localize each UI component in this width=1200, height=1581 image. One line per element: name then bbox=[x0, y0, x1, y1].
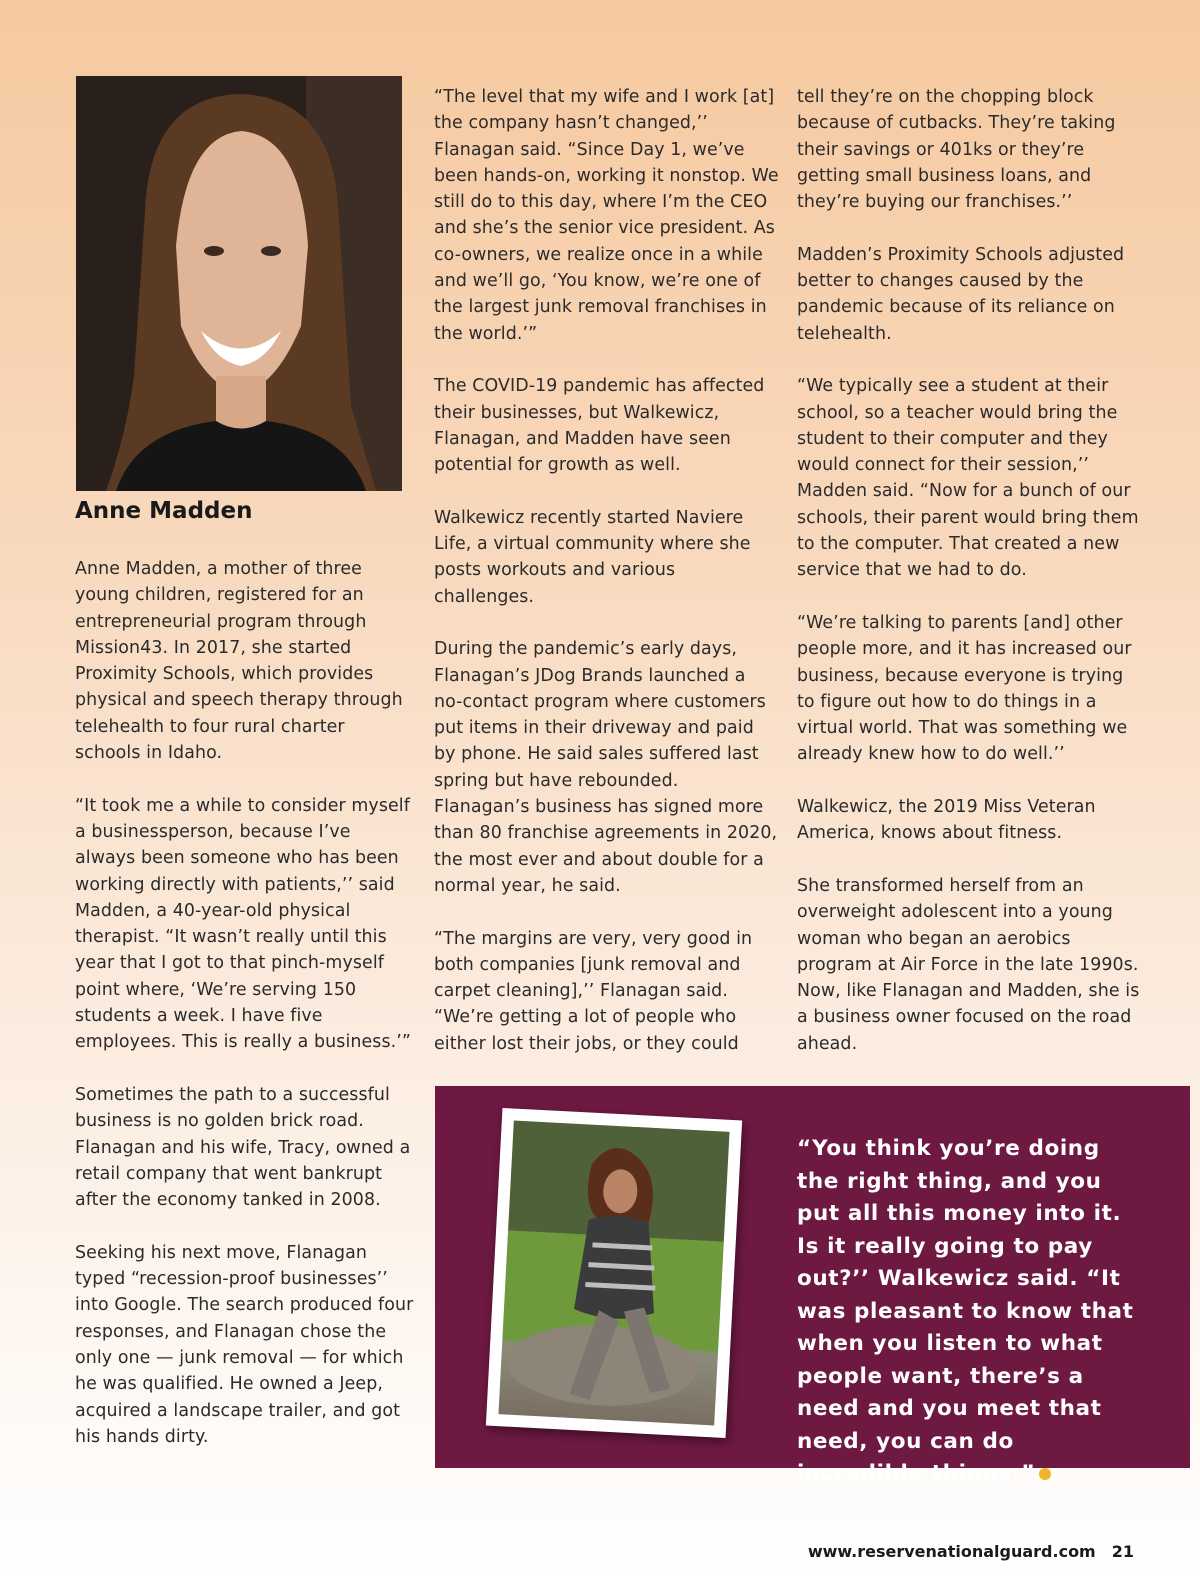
page-number: 21 bbox=[1111, 1542, 1134, 1561]
paragraph: tell they’re on the chopping block because of cutbacks. They’re taking their savings or 401ks or they’re getting small business loans, and they’re buying our franchises.’’ bbox=[797, 87, 1116, 213]
paragraph: “The level that my wife and I work [at] the company hasn’t changed,’’ Flanagan said. “Since Day 1, we’ve been hands-on, working it nonstop. We still do to this day, where I’m the CEO and she’s the senior vice president. As co-owners, we realize once in a while and we’ll go, ‘You know, we’re one of the largest junk removal franchises in the world.’” bbox=[434, 87, 779, 344]
column-1 bbox=[75, 556, 415, 1476]
pull-quote-text: “You think you’re doing the right thing, and you put all this money into it. Is it really going to pay out?’’ Walkewicz said. “It was pleasant to know that when you listen to what people want, there’s a need and you meet that need, you can do incredible things.” bbox=[797, 1136, 1134, 1486]
paragraph: Madden’s Proximity Schools adjusted better to changes caused by the pandemic because of its reliance on telehealth. bbox=[797, 244, 1125, 344]
column-2 bbox=[434, 84, 779, 1083]
page-footer bbox=[808, 1542, 1134, 1561]
walkewicz-photo bbox=[486, 1108, 742, 1438]
anne-madden-photo bbox=[76, 76, 402, 491]
paragraph: Seeking his next move, Flanagan typed “recession-proof businesses’’ into Google. The search produced four responses, and Flanagan chose the only one — junk removal — for which he was qualified. He owned a Jeep, acquired a landscape trailer, and got his hands dirty. bbox=[75, 1242, 414, 1447]
paragraph: Walkewicz recently started Naviere Life, a virtual community where she posts workouts and various challenges. bbox=[434, 507, 751, 607]
profile-name: Anne Madden bbox=[75, 498, 253, 524]
paragraph: “It took me a while to consider myself a businessperson, because I’ve always been someone who has been working directly with patients,’’ said Madden, a 40-year-old physical therapist. “It wasn’t really until this year that I got to that pinch-myself point where, ‘We’re serving 150 students a week. I have five employees. This is really a business.’” bbox=[75, 795, 411, 1053]
end-mark-icon bbox=[1039, 1468, 1051, 1480]
pull-quote bbox=[797, 1133, 1147, 1491]
footer-url: www.reservenationalguard.com bbox=[807, 1542, 1096, 1561]
paragraph: “We’re talking to parents [and] other people more, and it has increased our business, because everyone is trying to figure out how to do things in a virtual world. That was something we already knew how to do well.’’ bbox=[797, 612, 1132, 765]
paragraph: “The margins are very, very good in both companies [junk removal and carpet cleaning],’’ Flanagan said. “We’re getting a lot of people who either lost their jobs, or they could bbox=[434, 928, 753, 1054]
woman-sitting-illustration bbox=[498, 1121, 729, 1426]
portrait-illustration bbox=[76, 76, 402, 491]
photo-scene bbox=[498, 1121, 729, 1426]
paragraph: Walkewicz, the 2019 Miss Veteran America, knows about fitness. bbox=[797, 797, 1096, 844]
paragraph: During the pandemic’s early days, Flanagan’s JDog Brands launched a no-contact program where customers put items in their driveway and paid by phone. He said sales suffered last spring but have rebounded. Flanagan’s business has signed more than 80 franchise agreements in 2020, the most ever and about double for a normal year, he said. bbox=[434, 639, 778, 896]
paragraph: She transformed herself from an overweight adolescent into a young woman who began an aerobics program at Air Force in the late 1990s. Now, like Flanagan and Madden, she is a business owner focused on the road ahead. bbox=[797, 875, 1140, 1054]
column-3 bbox=[797, 84, 1142, 1083]
paragraph: Anne Madden, a mother of three young children, registered for an entrepreneurial program through Mission43. In 2017, she started Proximity Schools, which provides physical and speech therapy through telehealth to four rural charter schools in Idaho. bbox=[75, 559, 403, 764]
paragraph: The COVID-19 pandemic has affected their businesses, but Walkewicz, Flanagan, and Madden have seen potential for growth as well. bbox=[434, 376, 765, 476]
paragraph: Sometimes the path to a successful business is no golden brick road. Flanagan and his wife, Tracy, owned a retail company that went bankrupt after the economy tanked in 2008. bbox=[75, 1084, 411, 1211]
paragraph: “We typically see a student at their school, so a teacher would bring the student to their computer and they would connect for their session,’’ Madden said. “Now for a bunch of our schools, their parent would bring them to the computer. That created a new service that we had to do. bbox=[797, 376, 1139, 581]
